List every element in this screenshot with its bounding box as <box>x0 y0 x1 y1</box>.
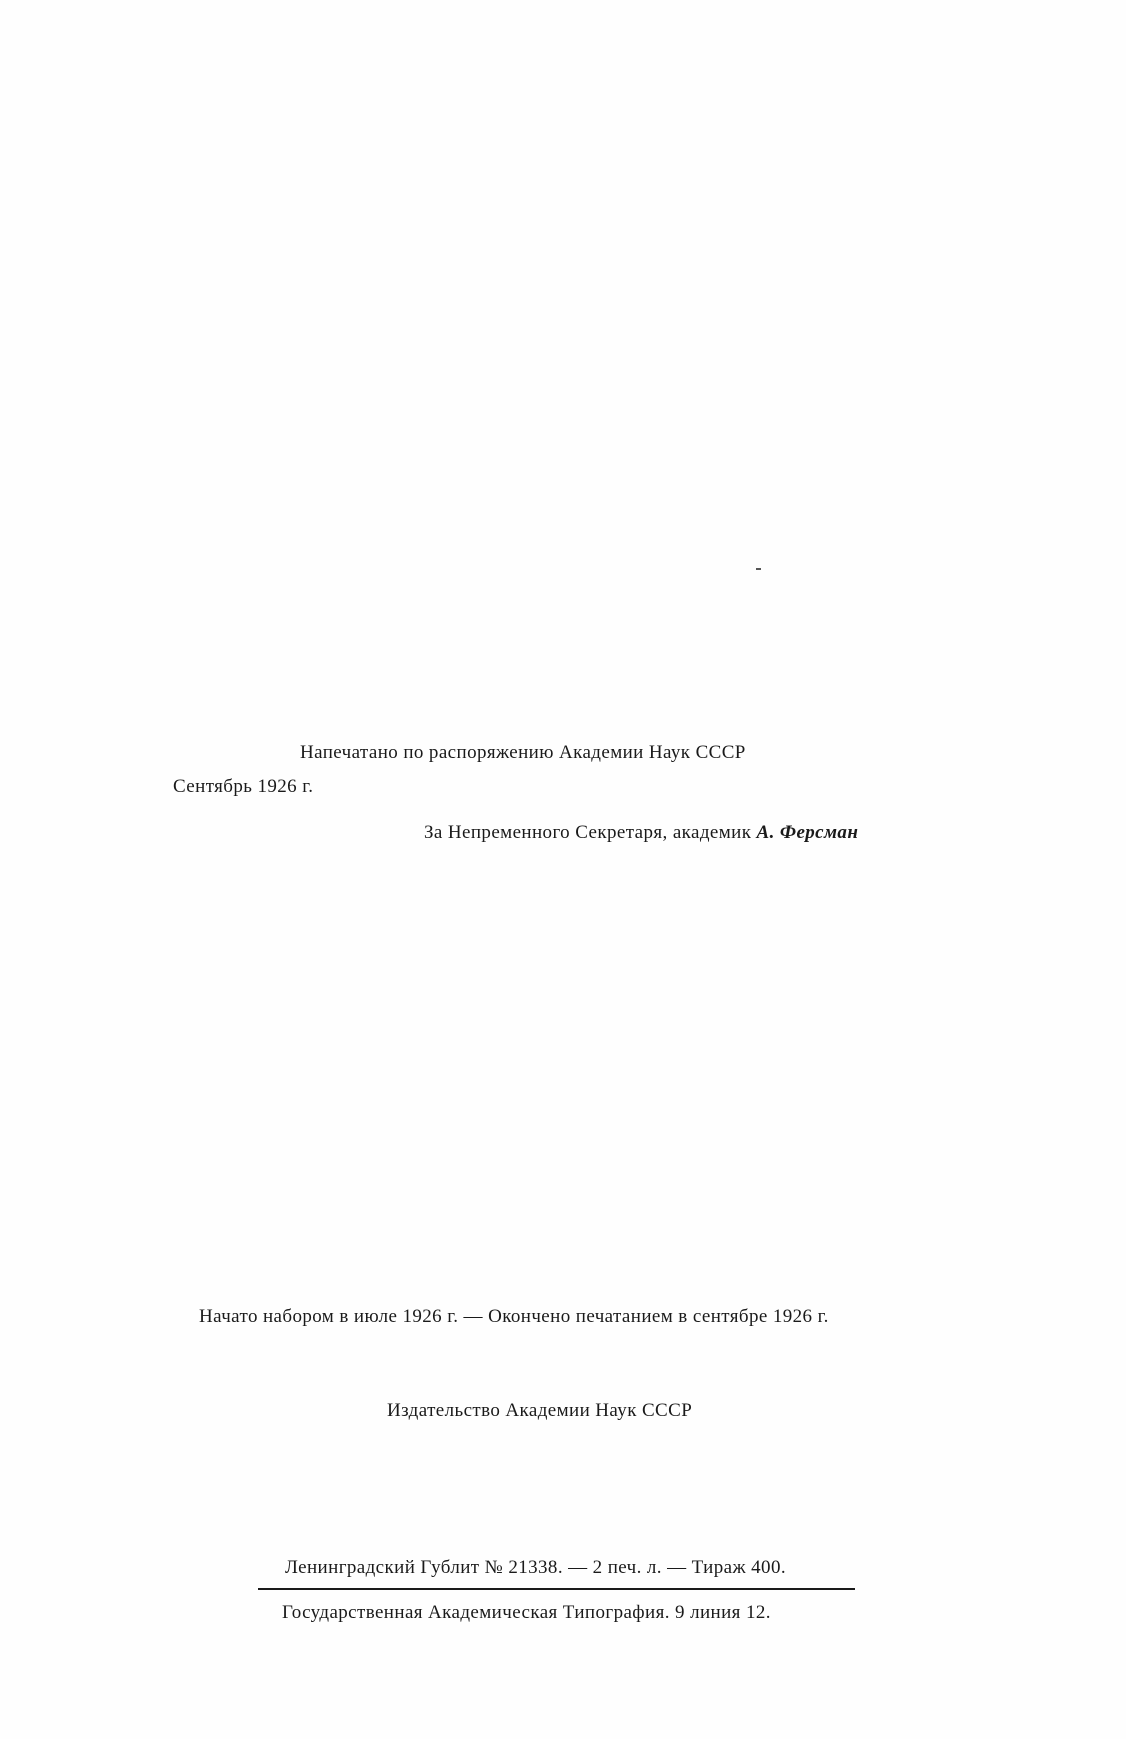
signature-line <box>424 822 858 844</box>
stray-dash-mark <box>756 568 761 570</box>
signature-prefix: За Непременного Секретаря, академик <box>424 822 757 843</box>
signature-name: А. Ферсман <box>756 822 859 843</box>
horizontal-rule <box>258 1588 855 1590</box>
imprimatur-line: Напечатано по распоряжению Академии Наук СССР <box>300 742 746 763</box>
gublit-line: Ленинградский Гублит № 21338. — 2 печ. л. — Тираж 400. <box>285 1557 786 1578</box>
date-line: Сентябрь 1926 г. <box>173 776 314 797</box>
printer-line: Государственная Академическая Типография. 9 линия 12. <box>282 1602 771 1623</box>
publisher-line: Издательство Академии Наук СССР <box>387 1400 693 1421</box>
typeset-note: Начато набором в июле 1926 г. — Окончено печатанием в сентябре 1926 г. <box>199 1306 829 1327</box>
